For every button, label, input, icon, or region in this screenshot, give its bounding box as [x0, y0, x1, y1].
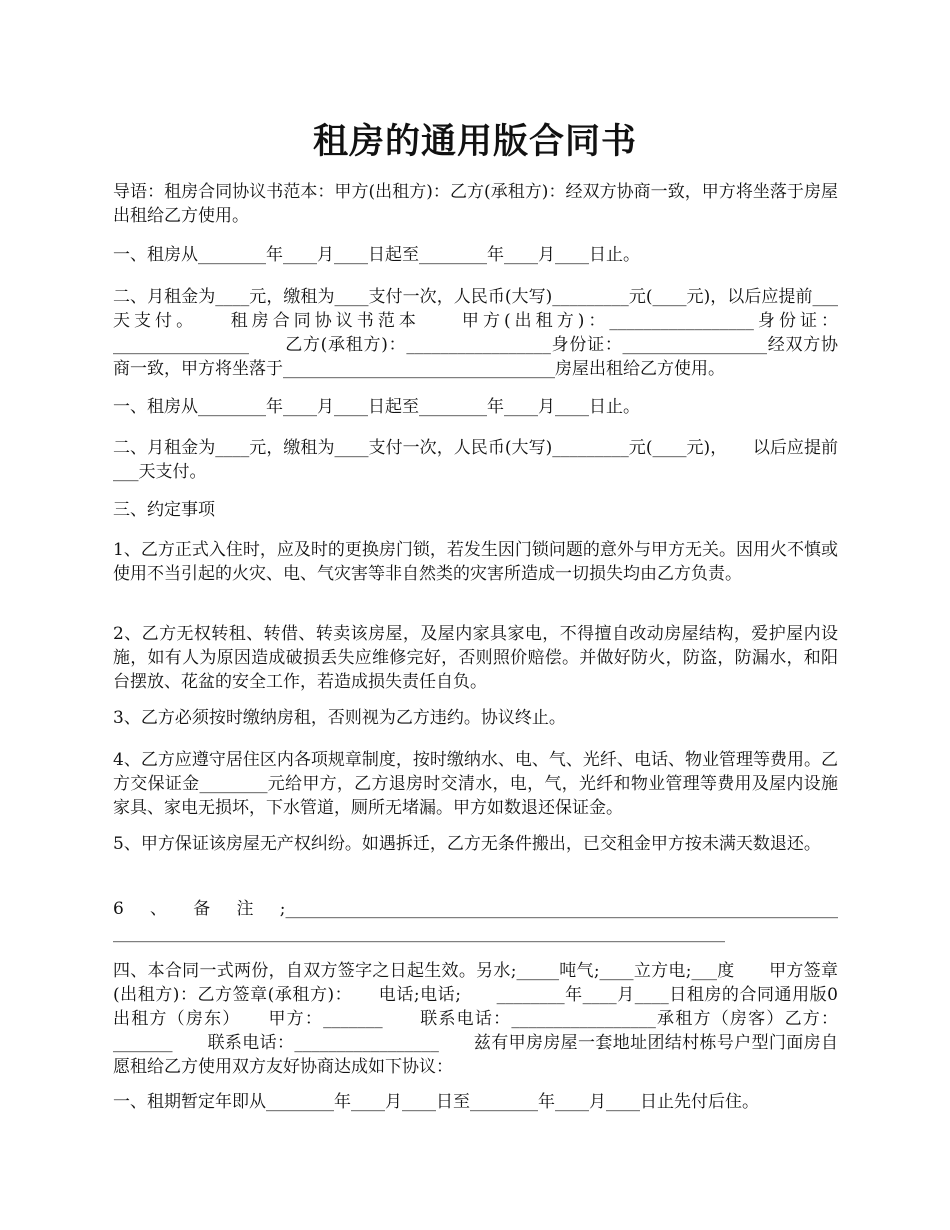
term-1: 1、乙方正式入住时，应及时的更换房门锁，若发生因门锁问题的意外与甲方无关。因用火不慎或使用不当引起的火灾、电、气灾害等非自然类的灾害所造成一切损失均由乙方负责。	[113, 540, 838, 584]
term-6-remarks: 6、备注;_________________________________________________________________ ________________________________________________________________________	[113, 899, 872, 943]
agreed-matters-heading: 三、约定事项	[113, 500, 215, 520]
term-2: 2、乙方无权转租、转借、转卖该房屋，及屋内家具家电，不得擅自改动房屋结构，爱护屋内设施，如有人为原因造成破损丢失应维修完好，否则照价赔偿。并做好防火，防盗，防漏水，和阳台摆放、花盆的安全工作，若造成损失责任自负。	[113, 624, 838, 692]
effectiveness-and-signature-clause: 四、本合同一式两份，自双方签字之日起生效。另水;_____吨气;____立方电;___度 甲方签章(出租方)：乙方签章(承租方)： 电话;电话; ________年____月____日租房的合同通用版0 出租方（房东） 甲方：_______ 联系电话：_________________承租方（房客）乙方：_______ 联系电话：_________________ 兹有甲房房屋一套地址团结村栋号户型门面房自愿租给乙方使用双方友好协商达成如下协议：	[113, 961, 872, 1077]
term-4: 4、乙方应遵守居住区内各项规章制度，按时缴纳水、电、气、光纤、电话、物业管理等费用。乙方交保证金________元给甲方，乙方退房时交清水，电，气，光纤和物业管理等费用及屋内设施家具、家电无损坏，下水管道，厕所无堵漏。甲方如数退还保证金。	[113, 750, 838, 818]
term-5: 5、甲方保证该房屋无产权纠纷。如遇拆迁，乙方无条件搬出，已交租金甲方按未满天数退还。	[113, 834, 821, 854]
lease-period-clause: 一、租房从________年____月____日起至________年____月____日止。	[113, 245, 640, 265]
rent-clause-repeat: 二、月租金为____元，缴租为____支付一次，人民币(大写)_________元(____元)， 以后应提前___天支付。	[113, 438, 838, 482]
intro-paragraph: 导语：租房合同协议书范本：甲方(出租方)：乙方(承租方)：经双方协商一致，甲方将坐落于房屋出租给乙方使用。	[113, 182, 838, 226]
rent-and-parties-clause: 二、月租金为____元，缴租为____支付一次，人民币(大写)_________元(____元)，以后应提前___天支付。 租房合同协议书范本 甲方(出租方)：_________________身份证：________________ 乙方(承租方)：_________________身份证：_________________经双方协商一致，甲方将坐落于________________________________房屋出租给乙方使用。	[113, 287, 838, 379]
document-title: 租房的通用版合同书	[312, 121, 637, 162]
term-3: 3、乙方必须按时缴纳房租，否则视为乙方违约。协议终止。	[113, 708, 566, 728]
rental-term-clause: 一、租期暂定年即从________年____月____日至________年____月____日止先付后住。	[113, 1092, 759, 1112]
lease-period-clause-repeat: 一、租房从________年____月____日起至________年____月____日止。	[113, 397, 640, 417]
